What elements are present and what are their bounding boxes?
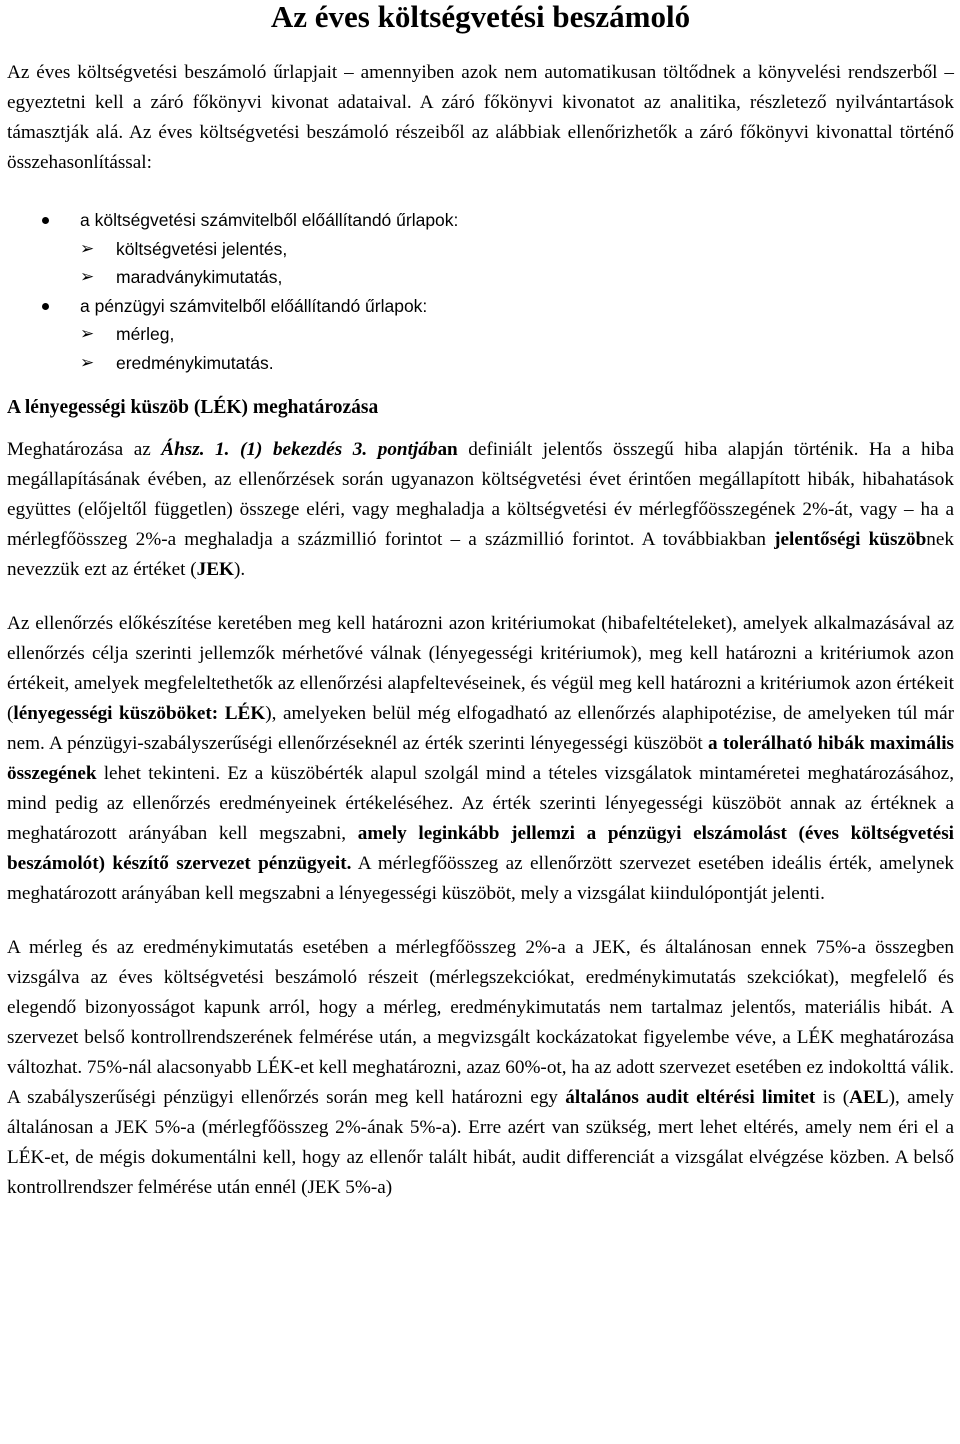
bold-text: a tolerálható hibák maximális összegének (7, 733, 954, 784)
sublist-item-label: eredménykimutatás. (116, 352, 274, 373)
bold-text: lényegességi küszöböket: LÉK (13, 703, 266, 724)
arrow-bullet-icon: ➢ (80, 324, 95, 344)
criteria-paragraph (7, 609, 954, 909)
balance-sheet-paragraph (7, 933, 954, 1203)
form-list (7, 206, 954, 377)
sublist-budget (7, 235, 954, 292)
sublist-item-label: maradványkimutatás, (116, 267, 283, 287)
sublist-item (80, 263, 954, 292)
text-run: lehet tekinteni. Ez a küszöbérték alapul szolgál mind a tételes vizsgálatok mintaméretei meghatározásához, mind pedig az ellenőrzés eredményeinek értékeléséhez. Az érték szerinti lényegességi küszöböt annak az értéknek a meghatározott arányában kell megszabni, (7, 763, 954, 844)
legal-reference: Áhsz. 1. (1) bekezdés 3. pontjáb (161, 439, 438, 460)
bullet-icon (42, 303, 49, 310)
list-item-financial-accounting (7, 292, 954, 321)
bold-text: JEK (196, 559, 234, 580)
section-heading: A lényegességi küszöb (LÉK) meghatározása (7, 397, 379, 418)
arrow-bullet-icon: ➢ (80, 352, 95, 373)
text-run: is ( (815, 1087, 850, 1108)
sublist-item-label: mérleg, (116, 324, 175, 344)
sublist-item (80, 320, 954, 349)
text-run: A mérleg és az eredménykimutatás esetében a mérlegfőösszeg 2%-a a JEK, és általánosan ennek 75%-a összegben vizsgálva az éves költségvetési beszámoló részeit (mérlegszekciókat, eredménykimutatás szekciókat), megfelelő és elegendő bizonyosságot kapunk arról, hogy a mérleg, eredménykimutatás nem tartalmaz jelentős, materiális hibát. A szervezet belső kontrollrendszerének felmérése után, a megvizsgált kockázatokat figyelembe véve, a LÉK meghatározása változhat. 75%-nál alacsonyabb LÉK-et kell meghatározni, azaz 60%-ot, ha az adott szervezet esetében ez indokolttá válik. A szabályszerűségi pénzügyi ellenőrzés során meg kell határozni egy (7, 937, 954, 1108)
definition-paragraph (7, 435, 954, 585)
text-run: ). (233, 559, 246, 580)
bold-text: amely leginkább jellemzi a pénzügyi elszámolást (éves költségvetési beszámolót) készítő szervezet pénzügyeit. (7, 823, 954, 874)
text-run: ), amely általánosan a JEK 5%-a (mérlegfőösszeg 2%-ának 5%-a). Erre azért van szükség, mert lehet eltérés, amely nem éri el a LÉK-et, de mégis dokumentálni kell, hogy az ellenőr talált hibát, audit differenciát a vizsgálat elvégzése közben. A belső kontrollrendszer felmérése után ennél (JEK 5%-a) (7, 1087, 954, 1198)
text-run: ), amelyeken belül még elfogadható az ellenőrzés alaphipotézise, de amelyeken túl már nem. A pénzügyi-szabályszerűségi ellenőrzéseknél az érték szerinti lényegességi küszöböt (7, 703, 954, 754)
intro-paragraph (7, 58, 954, 178)
text-run: definiált jelentős összegű hiba alapján történik. Ha a hiba megállapításának évében, az ellenőrzések során ugyanazon költségvetési évet érintően megállapított hibák, hibahatások együttes (előjeltől független) összege eléri, vagy meghaladja a költségvetési év mérlegfőösszegének 2%-át, vagy – ha a mérlegfőösszeg 2%-a meghaladja a százmillió forintot – a százmillió forintot. A továbbiakban (7, 439, 954, 550)
intro-text: Az éves költségvetési beszámoló űrlapjait – amennyiben azok nem automatikusan töltődnek a könyvelési rendszerből – egyeztetni kell a záró főkönyvi kivonat adataival. A záró főkönyvi kivonatot az analitika, részletező nyilvántartások támasztják alá. Az éves költségvetési beszámoló részeiből az alábbiak ellenőrizhetők a záró főkönyvi kivonattal történő összehasonlítással: (7, 62, 954, 173)
sublist-item-label: költségvetési jelentés, (116, 238, 288, 259)
text-run: Meghatározása az (7, 439, 162, 460)
sublist-financial (7, 320, 954, 377)
bold-text: általános audit eltérési limitet (565, 1087, 816, 1108)
bold-text: jelentőségi küszöb (774, 529, 927, 550)
list-item-budget-accounting (7, 206, 954, 235)
bullet-icon (42, 217, 49, 224)
bold-text: AEL (849, 1087, 889, 1108)
text-run: nek nevezzük ezt az értéket ( (7, 529, 954, 580)
bold-text: an (437, 439, 458, 460)
sublist-item (80, 235, 954, 264)
sublist-item (80, 349, 954, 378)
list-item-label: a pénzügyi számvitelből előállítandó űrlapok: (80, 295, 428, 316)
arrow-bullet-icon: ➢ (80, 267, 95, 287)
text-run: Az ellenőrzés előkészítése keretében meg kell határozni azon kritériumokat (hibafeltételeket), amelyek alkalmazásával az ellenőrzés célja szerinti jellemzők mérhetővé válnak (lényegességi kritériumok), meg kell határozni a kritériumok azon értékeit, amelyek megfeleltethetők az ellenőrzési alapfeltevéseinek, és végül meg kell határozni a kritériumok azon értékeit ( (7, 613, 954, 724)
arrow-bullet-icon: ➢ (80, 238, 95, 259)
list-item-label: a költségvetési számvitelből előállítandó űrlapok: (80, 210, 459, 230)
text-run: A mérlegfőösszeg az ellenőrzött szervezet esetében ideális érték, amelynek meghatározott arányában kell megszabni a lényegességi küszöböt, mely a vizsgálat kiindulópontját jelenti. (7, 853, 954, 904)
document-title: Az éves költségvetési beszámoló (270, 0, 691, 34)
